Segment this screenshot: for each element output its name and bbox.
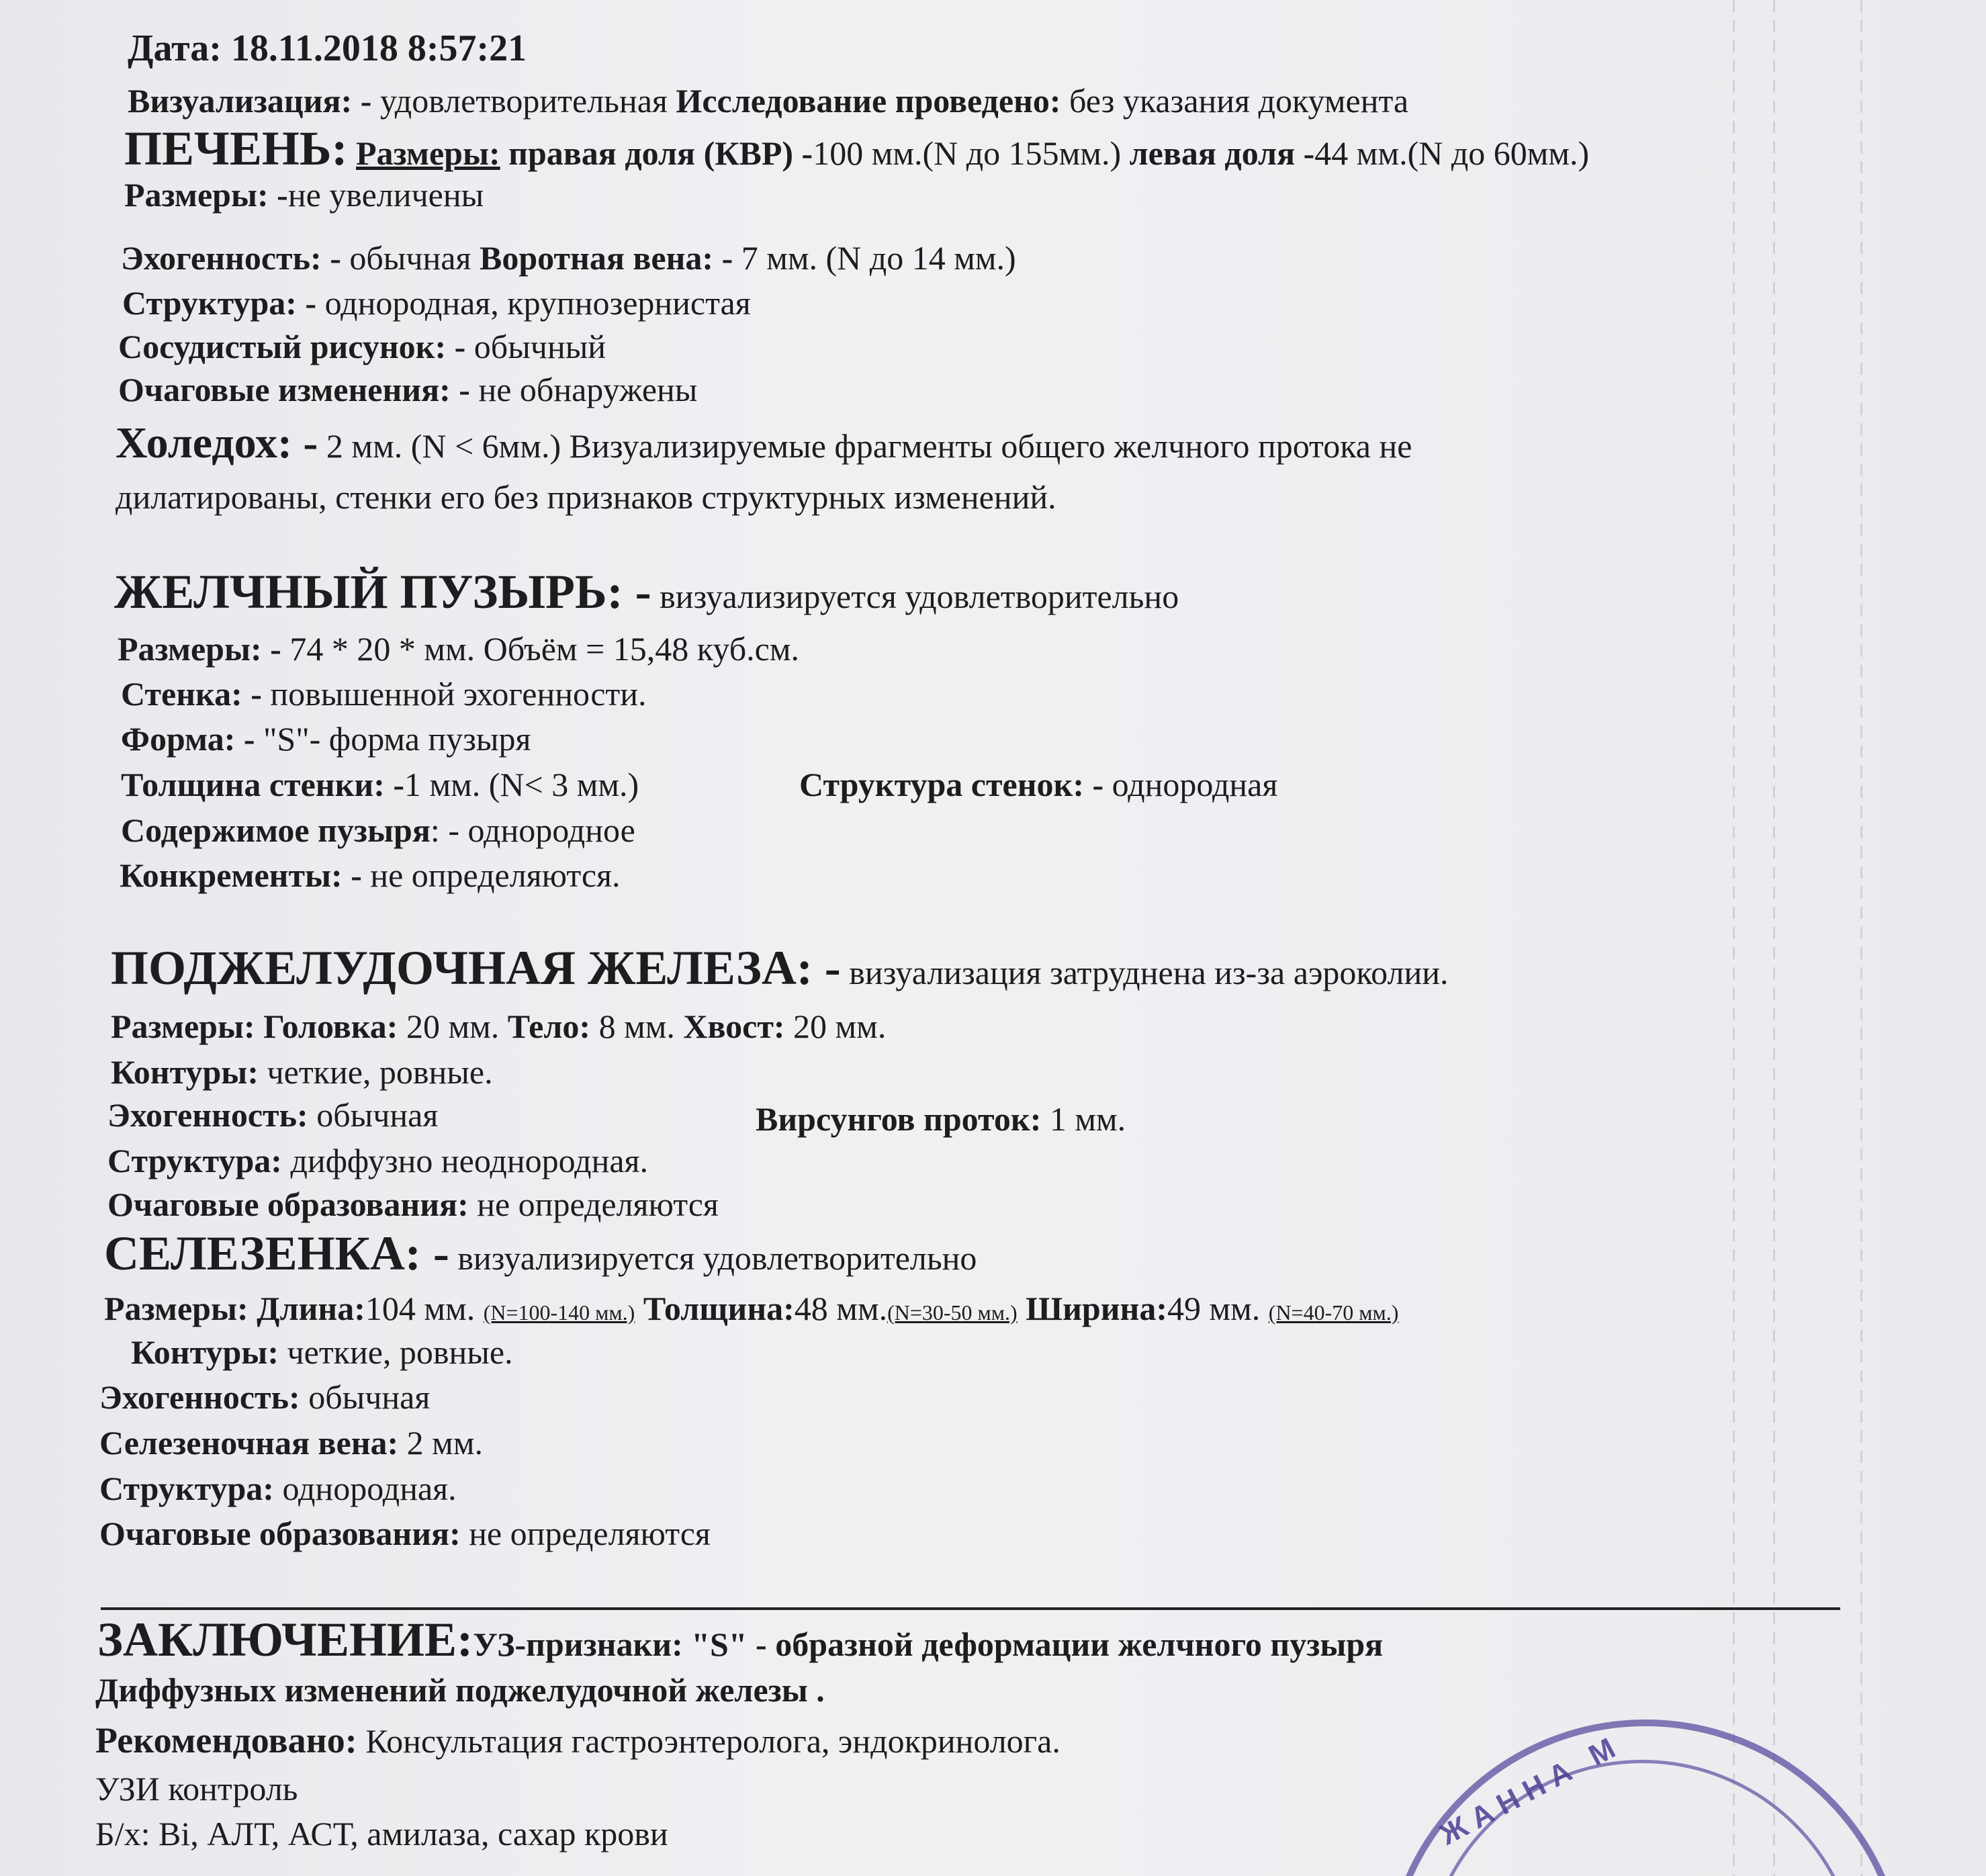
gallbladder-wall-structure-value: однородная xyxy=(1112,766,1278,803)
pancreas-visualization: визуализация затруднена из-за аэроколии. xyxy=(849,954,1449,991)
gallbladder-thickness-value: 1 мм. (N< 3 мм.) xyxy=(404,766,639,803)
gallbladder-thickness-line xyxy=(121,766,639,805)
spleen-visualization: визуализируется удовлетворительно xyxy=(457,1239,977,1277)
pancreas-body-value: 8 мм. xyxy=(598,1008,675,1045)
liver-focal-value: не обнаружены xyxy=(478,371,698,408)
pancreas-echo-label: Эхогенность: xyxy=(107,1096,308,1134)
stamp-text: ЖАННА М xyxy=(1434,1728,1628,1852)
us-control-line xyxy=(95,1770,298,1809)
spleen-thickness-label: Толщина: xyxy=(643,1290,795,1327)
gallbladder-visualization: визуализируется удовлетворительно xyxy=(660,578,1179,615)
liver-structure-line xyxy=(122,284,751,323)
pancreas-size-label: Размеры: Головка: xyxy=(111,1008,398,1045)
gallbladder-wall-structure-label: Структура стенок: - xyxy=(799,766,1104,803)
liver-heading-line xyxy=(124,121,1589,177)
gallbladder-wall-structure-line xyxy=(799,766,1277,805)
visualization-label: Визуализация: - xyxy=(128,82,372,120)
liver-vascular-value: обычный xyxy=(473,328,606,365)
date-value: 18.11.2018 8:57:21 xyxy=(230,28,527,69)
biochem-text: Б/х: Bi, АЛТ, АСТ, амилаза, сахар крови xyxy=(95,1815,668,1852)
visualization-value: удовлетворительная xyxy=(379,82,668,120)
liver-focal-label: Очаговые изменения: - xyxy=(118,371,470,408)
spleen-width-norm: (N=40-70 мм.) xyxy=(1268,1300,1399,1325)
recommendation-label: Рекомендовано: xyxy=(95,1720,357,1760)
pancreas-focal-value: не определяются xyxy=(477,1186,719,1223)
pancreas-echo-value: обычная xyxy=(316,1096,439,1134)
liver-left-value: 44 мм.(N до 60мм.) xyxy=(1314,134,1590,172)
choledoch-line-2 xyxy=(116,478,1056,517)
gallbladder-shape-line xyxy=(121,720,531,759)
pancreas-heading-line xyxy=(111,940,1448,996)
pancreas-contour-line xyxy=(111,1053,493,1092)
spleen-vein-label: Селезеночная вена: xyxy=(99,1424,399,1462)
spleen-contour-label: Контуры: xyxy=(131,1333,279,1371)
portal-vein-label: Воротная вена: - xyxy=(480,239,733,277)
gallbladder-size-label: Размеры: - xyxy=(118,630,281,668)
pancreas-body-label: Тело: xyxy=(507,1008,591,1045)
pancreas-duct-value: 1 мм. xyxy=(1049,1100,1126,1138)
pancreas-size-line xyxy=(111,1008,886,1046)
liver-echo-label: Эхогенность: - xyxy=(121,239,341,277)
liver-right-label: правая доля (КВР) - xyxy=(508,134,813,172)
study-label: Исследование проведено: xyxy=(676,82,1061,120)
choledoch-label: Холедох: - xyxy=(116,418,318,467)
pancreas-tail-value: 20 мм. xyxy=(793,1008,887,1045)
conclusion-title: ЗАКЛЮЧЕНИЕ: xyxy=(97,1613,473,1666)
scan-streak xyxy=(1773,0,1775,1876)
spleen-width-label: Ширина: xyxy=(1026,1290,1167,1327)
pancreas-contour-label: Контуры: xyxy=(111,1053,259,1091)
pancreas-focal-line xyxy=(107,1186,719,1224)
date-label: Дата: xyxy=(128,28,222,69)
gallbladder-stones-line xyxy=(120,856,621,895)
choledoch-line xyxy=(116,418,1412,469)
liver-size2-value: не увеличены xyxy=(287,176,484,214)
conclusion-text-1: УЗ-признаки: "S" - образной деформации желчного пузыря xyxy=(473,1625,1384,1663)
spleen-size-line xyxy=(104,1290,1398,1329)
liver-title: ПЕЧЕНЬ: xyxy=(124,122,348,175)
gallbladder-heading-line xyxy=(114,564,1179,620)
gallbladder-thickness-label: Толщина стенки: - xyxy=(121,766,404,803)
spleen-focal-label: Очаговые образования: xyxy=(99,1515,461,1552)
us-control-text: УЗИ контроль xyxy=(95,1770,298,1807)
spleen-focal-value: не определяются xyxy=(469,1515,711,1552)
spleen-echo-line xyxy=(99,1378,430,1417)
spleen-echo-value: обычная xyxy=(308,1378,431,1416)
gallbladder-content-line xyxy=(121,811,635,850)
conclusion-line-2 xyxy=(95,1671,825,1710)
conclusion-text-2: Диффузных изменений поджелудочной железы . xyxy=(95,1671,825,1709)
pancreas-structure-line xyxy=(107,1142,648,1181)
portal-vein-value: 7 мм. (N до 14 мм.) xyxy=(741,239,1016,277)
scan-streak xyxy=(1860,0,1862,1876)
spleen-heading-line xyxy=(104,1226,977,1282)
spleen-thickness-value: 48 мм. xyxy=(794,1290,888,1327)
visualization-line xyxy=(128,82,1408,121)
spleen-echo-label: Эхогенность: xyxy=(99,1378,300,1416)
gallbladder-wall-value: повышенной эхогенности. xyxy=(270,675,647,713)
gallbladder-content-value: : - однородное xyxy=(430,811,635,849)
pancreas-duct-label: Вирсунгов проток: xyxy=(756,1100,1042,1138)
liver-size-label: Размеры: xyxy=(355,134,500,172)
pancreas-echo-line xyxy=(107,1096,438,1135)
pancreas-contour-value: четкие, ровные. xyxy=(267,1053,493,1091)
liver-echo-value: обычная xyxy=(349,239,471,277)
pancreas-structure-label: Структура: xyxy=(107,1142,282,1179)
spleen-focal-line xyxy=(99,1515,711,1554)
spleen-contour-value: четкие, ровные. xyxy=(287,1333,513,1371)
liver-size2-label: Размеры: - xyxy=(124,176,288,214)
spleen-structure-value: однородная. xyxy=(282,1470,457,1507)
gallbladder-wall-label: Стенка: - xyxy=(121,675,262,713)
gallbladder-shape-label: Форма: - xyxy=(121,720,255,758)
spleen-title: СЕЛЕЗЕНКА: - xyxy=(104,1226,449,1280)
gallbladder-stones-label: Конкременты: - xyxy=(120,856,362,894)
liver-echo-line xyxy=(121,239,1016,278)
spleen-width-value: 49 мм. xyxy=(1167,1290,1261,1327)
pancreas-structure-value: диффузно неоднородная. xyxy=(290,1142,649,1179)
gallbladder-title: ЖЕЛЧНЫЙ ПУЗЫРЬ: - xyxy=(114,565,651,619)
liver-structure-value: однородная, крупнозернистая xyxy=(324,284,751,322)
pancreas-head-value: 20 мм. xyxy=(406,1008,500,1045)
liver-structure-label: Структура: - xyxy=(122,284,317,322)
pancreas-title: ПОДЖЕЛУДОЧНАЯ ЖЕЛЕЗА: - xyxy=(111,941,841,995)
date-line xyxy=(128,27,527,70)
recommendation-line xyxy=(95,1719,1060,1761)
spleen-size-label: Размеры: Длина: xyxy=(104,1290,365,1327)
gallbladder-content-label: Содержимое пузыря xyxy=(121,811,431,849)
liver-vascular-line xyxy=(118,328,606,367)
liver-left-label: левая доля - xyxy=(1129,134,1315,172)
spleen-structure-label: Структура: xyxy=(99,1470,274,1507)
spleen-vein-line xyxy=(99,1424,483,1463)
biochem-line xyxy=(95,1815,668,1854)
spleen-length-norm: (N=100-140 мм.) xyxy=(483,1300,635,1325)
spleen-length-value: 104 мм. xyxy=(365,1290,476,1327)
gallbladder-size-line xyxy=(118,630,799,669)
liver-right-value: 100 мм.(N до 155мм.) xyxy=(813,134,1122,172)
gallbladder-wall-line xyxy=(121,675,647,714)
gallbladder-stones-value: не определяются. xyxy=(370,856,621,894)
pancreas-duct-line xyxy=(756,1100,1126,1139)
conclusion-line xyxy=(97,1612,1383,1668)
spleen-thickness-norm: (N=30-50 мм.) xyxy=(887,1300,1018,1325)
spleen-vein-value: 2 мм. xyxy=(406,1424,483,1462)
recommendation-value: Консультация гастроэнтеролога, эндокринолога. xyxy=(365,1722,1060,1760)
choledoch-value: 2 мм. (N < 6мм.) Визуализируемые фрагменты общего желчного протока не xyxy=(326,427,1412,465)
pancreas-focal-label: Очаговые образования: xyxy=(107,1186,469,1223)
liver-size2-line xyxy=(124,176,484,215)
pancreas-tail-label: Хвост: xyxy=(683,1008,785,1045)
section-divider xyxy=(101,1607,1840,1610)
liver-vascular-label: Сосудистый рисунок: - xyxy=(118,328,466,365)
liver-focal-line xyxy=(118,371,697,410)
spleen-contour-line xyxy=(131,1333,513,1372)
spleen-structure-line xyxy=(99,1470,457,1509)
gallbladder-shape-value: "S"- форма пузыря xyxy=(263,720,531,758)
scan-streak xyxy=(1733,0,1735,1876)
study-value: без указания документа xyxy=(1069,82,1409,120)
gallbladder-size-value: 74 * 20 * мм. Объём = 15,48 куб.см. xyxy=(289,630,799,668)
choledoch-value-2: дилатированы, стенки его без признаков структурных изменений. xyxy=(116,478,1056,516)
